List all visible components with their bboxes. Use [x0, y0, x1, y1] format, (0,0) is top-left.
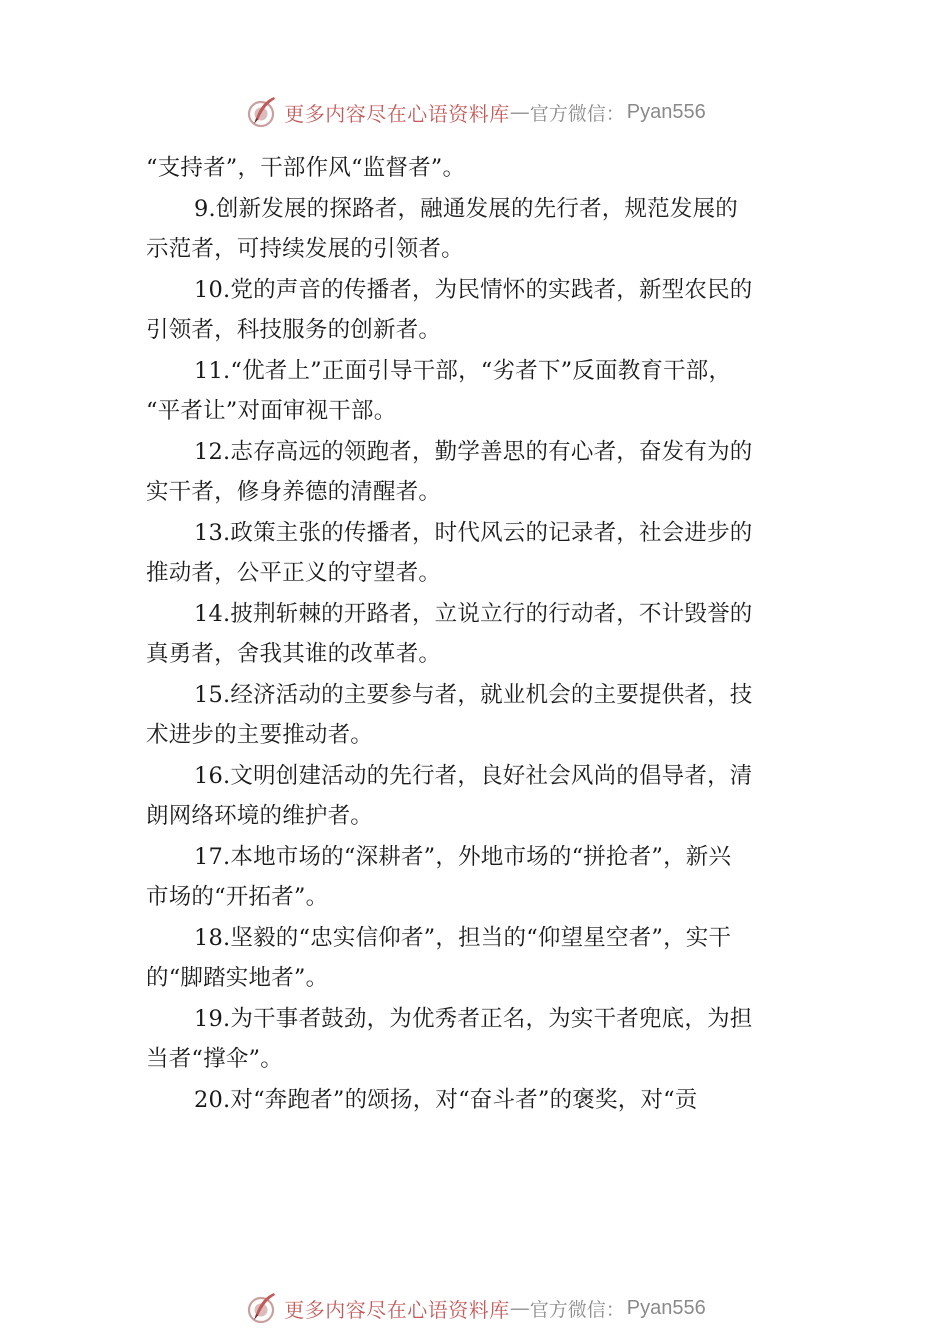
text-line: 的“脚踏实地者”。	[146, 965, 329, 991]
text-line: 朗网络环境的维护者。	[146, 803, 374, 829]
list-item-15: 15.经济活动的主要参与者，就业机会的主要提供者，技	[194, 681, 753, 708]
list-item-11: 11.“优者上”正面引导干部，“劣者下”反面教育干部，	[194, 357, 732, 384]
separator-dash: —	[509, 100, 530, 124]
brand-text: 更多内容尽在心语资料库	[284, 1297, 510, 1322]
header-watermark	[0, 92, 950, 132]
text-line: “支持者”，干部作风“监督者”。	[146, 155, 466, 181]
separator-dash: —	[509, 1296, 530, 1320]
quill-pen-logo-icon	[244, 1290, 280, 1326]
text-line: 示范者，可持续发展的引领者。	[146, 236, 464, 262]
text-line: 术进步的主要推动者。	[146, 722, 374, 748]
list-item-18: 18.坚毅的“忠实信仰者”，担当的“仰望星空者”，实干	[194, 924, 732, 951]
text-line: 推动者，公平正义的守望者。	[146, 560, 442, 586]
list-item-12: 12.志存高远的领跑者，勤学善思的有心者，奋发有为的	[194, 438, 753, 465]
footer-watermark	[0, 1288, 950, 1328]
wechat-id: Pyan556	[626, 100, 706, 123]
document-body	[146, 148, 802, 1120]
official-wechat-label: 官方微信：	[529, 1298, 625, 1321]
list-item-17: 17.本地市场的“深耕者”，外地市场的“拼抢者”，新兴	[194, 843, 732, 870]
list-item-19: 19.为干事者鼓劲，为优秀者正名，为实干者兜底，为担	[194, 1005, 753, 1032]
list-item-14: 14.披荆斩棘的开路者，立说立行的行动者，不计毁誉的	[194, 600, 753, 627]
list-item-16: 16.文明创建活动的先行者，良好社会风尚的倡导者，清	[194, 762, 753, 789]
brand-text: 更多内容尽在心语资料库	[284, 101, 510, 126]
official-wechat-label: 官方微信：	[529, 102, 625, 125]
text-line: “平者让”对面审视干部。	[146, 398, 397, 424]
list-item-13: 13.政策主张的传播者，时代风云的记录者，社会进步的	[194, 519, 753, 546]
list-item-9: 9.创新发展的探路者，融通发展的先行者，规范发展的	[194, 195, 738, 222]
text-line: 当者“撑伞”。	[146, 1046, 283, 1072]
text-line: 真勇者，舍我其谁的改革者。	[146, 641, 442, 667]
wechat-id: Pyan556	[626, 1296, 706, 1319]
text-line: 引领者，科技服务的创新者。	[146, 317, 442, 343]
list-item-10: 10.党的声音的传播者，为民情怀的实践者，新型农民的	[194, 276, 753, 303]
text-line: 实干者，修身养德的清醒者。	[146, 479, 442, 505]
text-line: 市场的“开拓者”。	[146, 884, 329, 910]
list-item-20: 20.对“奔跑者”的颂扬，对“奋斗者”的褒奖，对“贡	[194, 1086, 698, 1113]
quill-pen-logo-icon	[244, 94, 280, 130]
